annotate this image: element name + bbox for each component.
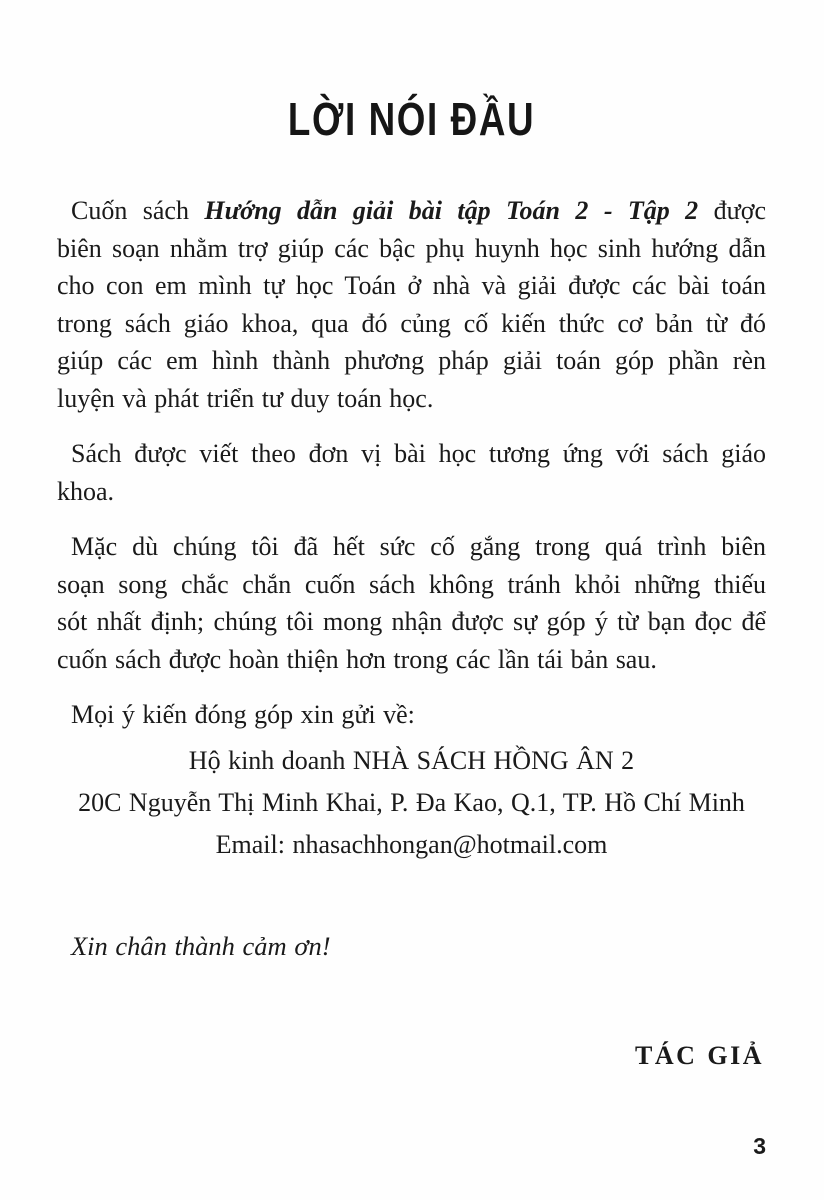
paragraph-feedback-invite: [57, 696, 766, 734]
paragraph-apology-line-1: Mặc dù chúng tôi đã hết sức cố gắng trong quá trình biên: [71, 532, 766, 561]
intro-prefix: Cuốn sách: [71, 196, 205, 225]
paragraph-intro-line-2: biên soạn nhằm trợ giúp các bậc phụ huynh học sinh hướng dẫn: [57, 233, 766, 263]
page-number: 3: [753, 1133, 766, 1159]
paragraph-intro-line-1: [57, 192, 766, 230]
paragraph-apology: [57, 528, 766, 678]
closing-thanks: Xin chân thành cảm ơn!: [71, 930, 331, 961]
intro-suffix: được: [698, 196, 766, 225]
paragraph-intro: [57, 192, 766, 417]
paragraph-structure: [57, 435, 766, 510]
contact-block: [57, 740, 766, 866]
paragraph-intro-line-4: trong sách giáo khoa, qua đó củng cố kiến thức cơ bản từ đó: [57, 308, 766, 338]
preface-title: [57, 92, 766, 144]
feedback-invite-line: Mọi ý kiến đóng góp xin gửi về:: [71, 700, 415, 729]
paragraph-apology-line-3: sót nhất định; chúng tôi mong nhận được sự góp ý từ bạn đọc để: [57, 607, 766, 636]
paragraph-apology-line-4: cuốn sách được hoàn thiện hơn trong các lần tái bản sau.: [57, 644, 657, 674]
contact-email: Email: nhasachhongan@hotmail.com: [215, 829, 608, 859]
paragraph-apology-line-2: soạn song chắc chắn cuốn sách không tránh khỏi những thiếu: [57, 569, 766, 599]
preface-title-text: LỜI NÓI ĐẦU: [287, 93, 536, 145]
contact-organization: Hộ kinh doanh NHÀ SÁCH HỒNG ÂN 2: [188, 745, 635, 775]
paragraph-intro-line-6: luyện và phát triển tư duy toán học.: [57, 383, 434, 413]
paragraph-intro-line-5: giúp các em hình thành phương pháp giải toán góp phần rèn: [57, 346, 766, 375]
contact-address: 20C Nguyễn Thị Minh Khai, P. Đa Kao, Q.1, TP. Hồ Chí Minh: [78, 787, 745, 817]
paragraph-structure-line: Sách được viết theo đơn vị bài học tương ứng với sách giáo khoa.: [57, 439, 766, 506]
author-signature: TÁC GIẢ: [634, 1041, 764, 1070]
book-title-text: Hướng dẫn giải bài tập Toán 2 - Tập 2: [204, 196, 699, 225]
paragraph-intro-line-3: cho con em mình tự học Toán ở nhà và giải được các bài toán: [57, 271, 766, 300]
